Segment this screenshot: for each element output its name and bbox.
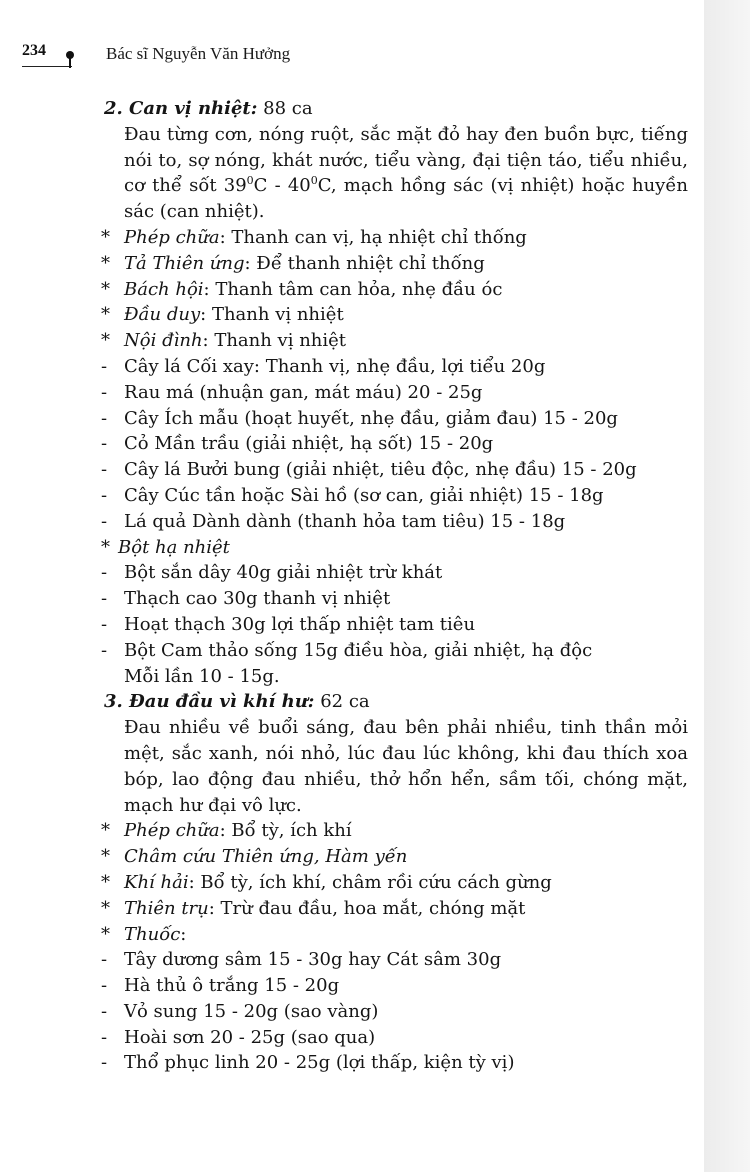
case-count: 62 ca [320, 691, 370, 713]
list-item: * Nội đình: Thanh vị nhiệt [101, 330, 347, 352]
case-count: 88 ca [263, 98, 313, 119]
running-title: Bác sĩ Nguyễn Văn Hưởng [106, 44, 291, 63]
paragraph-line: Đau từng cơn, nóng ruột, sắc mặt đỏ hay đen buồn bực, tiếng [124, 123, 688, 145]
list-item: - Cây lá Cối xay: Thanh vị, nhẹ đầu, lợi tiểu 20g [101, 355, 546, 377]
list-item: - Tây dương sâm 15 - 30g hay Cát sâm 30g [101, 949, 502, 971]
list-item: * Phép chữa: Bổ tỳ, ích khí [101, 820, 352, 842]
list-item: - Thạch cao 30g thanh vị nhiệt [101, 588, 391, 610]
list-item: - Hoạt thạch 30g lợi thấp nhiệt tam tiêu [101, 613, 476, 635]
page-body [98, 96, 688, 1076]
page-number: 234 [22, 42, 46, 59]
list-item: * Đầu duy: Thanh vị nhiệt [101, 304, 344, 326]
header-ornament-dot [66, 51, 74, 59]
paragraph-line: Đau nhiều về buổi sáng, đau bên phải nhiều, tinh thần mỏi [124, 717, 688, 739]
paragraph-line: cơ thể sốt $39^0C - 40^0C$, mạch hồng sác (vị nhiệt) hoặc huyền [124, 174, 688, 197]
paragraph-line: bóp, lao động đau nhiều, thở hổn hển, sầm tối, chóng mặt, [124, 768, 688, 790]
header-rule [22, 66, 72, 67]
list-item: - Bột Cam thảo sống 15g điều hòa, giải nhiệt, hạ độc [101, 639, 593, 661]
list-item: - Thổ phục linh 20 - 25g (lợi thấp, kiện tỳ vị) [101, 1052, 515, 1074]
paragraph-line: nói to, sợ nóng, khát nước, tiểu vàng, đại tiện táo, tiểu nhiều, [124, 149, 688, 171]
list-item: * Khí hải: Bổ tỳ, ích khí, châm rồi cứu cách gừng [101, 871, 552, 893]
list-item: * Thuốc: [101, 923, 187, 945]
list-item: * Phép chữa: Thanh can vị, hạ nhiệt chỉ thống [101, 226, 527, 248]
paragraph-line: mạch hư đại vô lực. [124, 794, 302, 816]
section-heading [98, 96, 688, 122]
list-item: - Rau má (nhuận gan, mát máu) 20 - 25g [101, 381, 483, 403]
list-item: - Hoài sơn 20 - 25g (sao qua) [101, 1026, 376, 1048]
page-edge-shadow [704, 0, 750, 1172]
section-heading [98, 689, 688, 715]
paragraph-line: sác (can nhiệt). [124, 201, 265, 223]
list-item: * Bách hội: Thanh tâm can hỏa, nhẹ đầu óc [101, 278, 503, 300]
list-item: * Thiên trụ: Trừ đau đầu, hoa mắt, chóng mặt [101, 897, 526, 919]
header-ornament-stem [69, 58, 71, 68]
list-item: - Hà thủ ô trắng 15 - 20g [101, 975, 340, 997]
list-item: - Cây Ích mẫu (hoạt huyết, nhẹ đầu, giảm đau) 15 - 20g [101, 407, 618, 429]
dose-line: Mỗi lần 10 - 15g. [124, 665, 280, 687]
paragraph-line: mệt, sắc xanh, nói nhỏ, lúc đau lúc không, khi đau thích xoa [124, 742, 688, 764]
subheading: * Bột hạ nhiệt [101, 536, 230, 558]
section-title: 3. Đau đầu vì khí hư: [104, 691, 315, 713]
list-item: - Vỏ sung 15 - 20g (sao vàng) [101, 1000, 379, 1022]
list-item: - Cây Cúc tần hoặc Sài hồ (sơ can, giải nhiệt) 15 - 18g [101, 484, 604, 506]
list-item: - Cây lá Bưởi bung (giải nhiệt, tiêu độc, nhẹ đầu) 15 - 20g [101, 459, 637, 481]
section-title: 2. Can vị nhiệt: [104, 98, 258, 119]
page-header [22, 42, 702, 72]
list-item: - Lá quả Dành dành (thanh hỏa tam tiêu) 15 - 18g [101, 510, 566, 532]
list-item: * Châm cứu Thiên ứng, Hàm yến [101, 846, 408, 868]
list-item: * Tả Thiên ứng: Để thanh nhiệt chỉ thống [101, 252, 485, 274]
list-item: - Cỏ Mần trầu (giải nhiệt, hạ sốt) 15 - 20g [101, 433, 494, 455]
list-item: - Bột sắn dây 40g giải nhiệt trừ khát [101, 562, 443, 584]
